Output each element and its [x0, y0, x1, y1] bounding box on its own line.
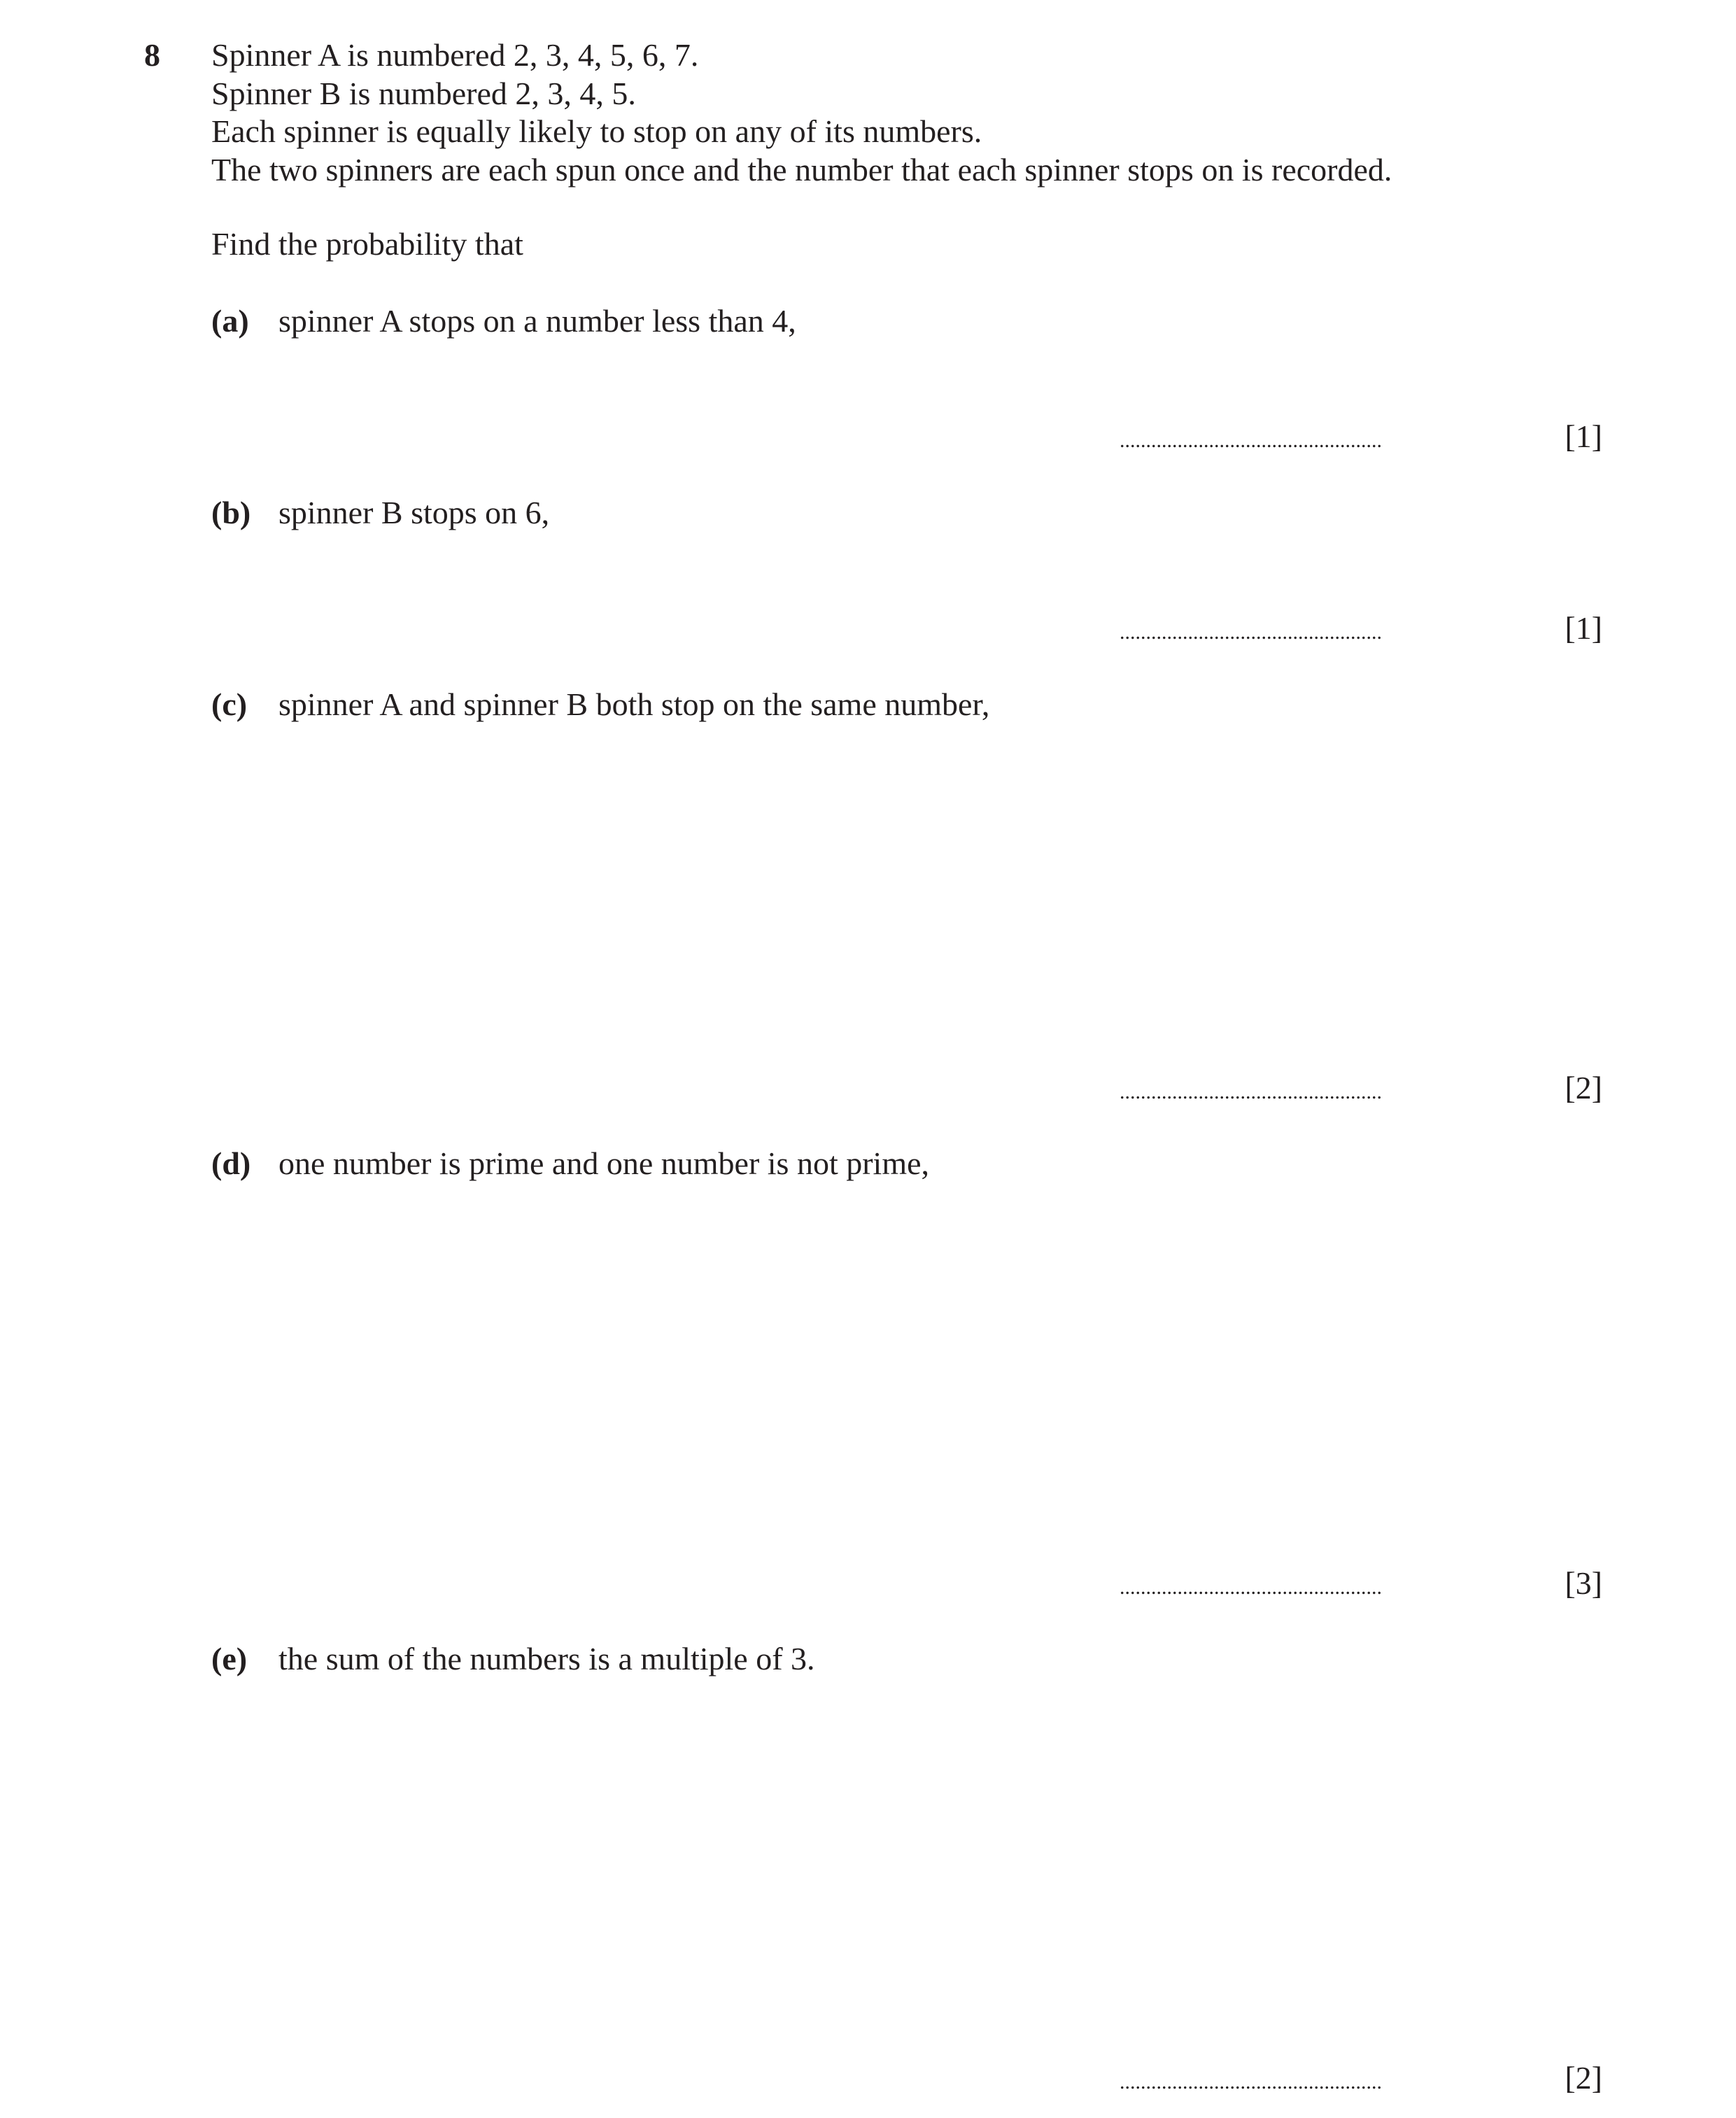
part-label: (c) — [211, 686, 248, 722]
answer-row-c — [1120, 1069, 1602, 1107]
part-a — [211, 302, 796, 340]
part-text: spinner B stops on 6, — [278, 495, 550, 530]
marks-e: [2] — [1565, 2060, 1602, 2096]
intro-line: Spinner B is numbered 2, 3, 4, 5. — [211, 75, 636, 111]
part-label: (a) — [211, 303, 249, 339]
part-c — [211, 686, 989, 723]
answer-row-d — [1120, 1565, 1602, 1602]
part-label: (d) — [211, 1145, 251, 1181]
question-number: 8 — [144, 37, 160, 73]
marks-b: [1] — [1565, 610, 1602, 646]
part-label: (e) — [211, 1641, 248, 1676]
part-b — [211, 494, 549, 532]
part-text: spinner A and spinner B both stop on the same number, — [278, 686, 990, 722]
marks-d: [3] — [1565, 1565, 1602, 1601]
part-e — [211, 1640, 815, 1678]
question-intro — [211, 36, 1392, 189]
part-text: spinner A stops on a number less than 4, — [278, 303, 796, 339]
part-text: the sum of the numbers is a multiple of 3. — [278, 1641, 815, 1676]
part-label: (b) — [211, 495, 251, 530]
answer-line-d[interactable]: .................................................. — [1120, 1576, 1382, 1599]
marks-c: [2] — [1565, 1070, 1602, 1106]
part-text: one number is prime and one number is not prime, — [278, 1145, 930, 1181]
answer-row-b — [1120, 609, 1602, 647]
intro-line: Each spinner is equally likely to stop on any of its numbers. — [211, 113, 982, 149]
answer-line-b[interactable]: .................................................. — [1120, 621, 1382, 644]
intro-line: Spinner A is numbered 2, 3, 4, 5, 6, 7. — [211, 37, 699, 73]
part-d — [211, 1145, 929, 1182]
answer-line-e[interactable]: .................................................. — [1120, 2070, 1382, 2094]
answer-row-a — [1120, 418, 1602, 456]
intro-line: The two spinners are each spun once and the number that each spinner stops on is recorded. — [211, 151, 1392, 188]
question-prompt: Find the probability that — [211, 226, 523, 262]
marks-a: [1] — [1565, 418, 1602, 454]
answer-line-a[interactable]: .................................................. — [1120, 429, 1382, 452]
answer-line-c[interactable]: .................................................. — [1120, 1080, 1382, 1103]
answer-row-e — [1120, 2059, 1602, 2097]
